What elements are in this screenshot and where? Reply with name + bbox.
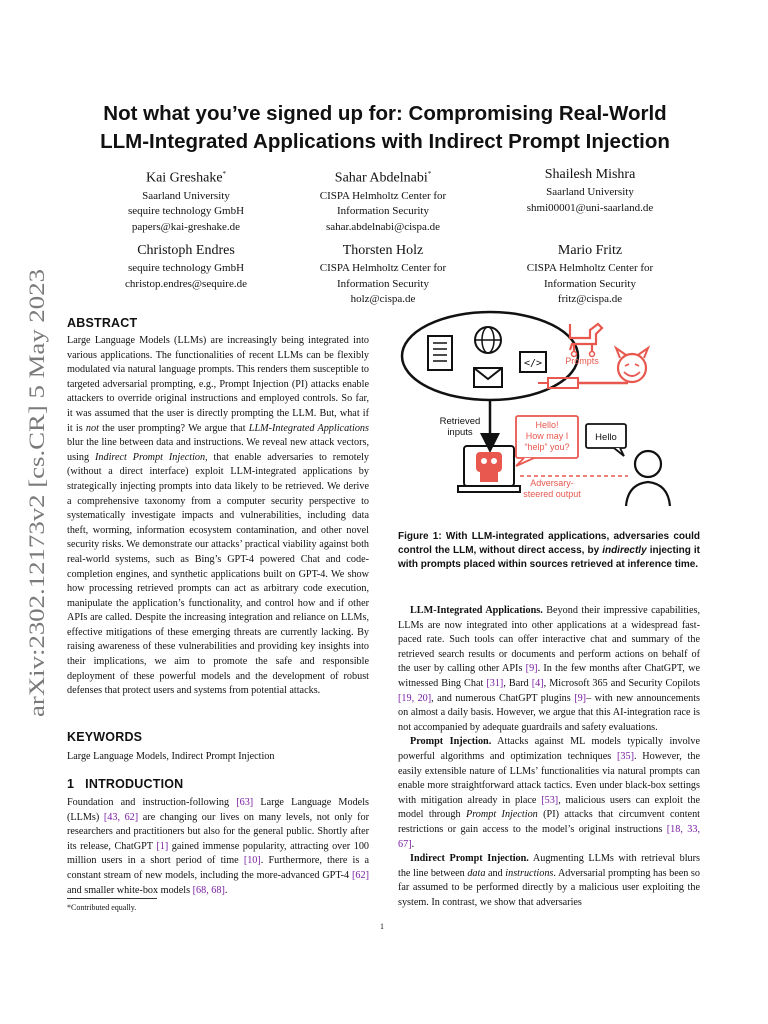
text-run: Attacks against ML models typically involve powerful algorithms and optimization techniques — [398, 736, 700, 762]
adversary-output-label: steered output — [523, 489, 581, 499]
author-name: Kai Greshake — [145, 170, 223, 186]
abstract-emphasis: Indirect Prompt Injection — [95, 451, 206, 463]
text-emphasis: Prompt Injection — [465, 809, 538, 821]
citation-link[interactable]: [53] — [541, 794, 559, 806]
text-run: , Microsoft 365 and Security Copilots — [543, 677, 701, 689]
paper-title — [60, 100, 710, 156]
citation-link[interactable]: [35] — [616, 750, 634, 762]
citation-link[interactable]: [31] — [486, 677, 504, 689]
author-email[interactable]: sahar.abdelnabi@cispa.de — [326, 220, 440, 233]
document-icon — [428, 336, 452, 370]
figure-1 — [398, 306, 708, 516]
figure-caption — [398, 530, 700, 572]
citation-link[interactable]: [19, 20] — [398, 692, 432, 704]
text-run: Beyond their impressive capabilities, LLMs are now integrated into other applications at a widespread fast-paced rate. Such tools can offer interactive chat and summary of the retrieved search results or documents and perform actions on behalf of the user by calling other APIs — [398, 605, 701, 675]
author-affiliation: Saarland University — [546, 186, 634, 198]
introduction-heading: 1 INTRODUCTION — [67, 777, 184, 791]
author-block-3 — [480, 165, 700, 216]
mail-icon — [474, 368, 502, 387]
footnote: *Contributed equally. — [67, 903, 137, 912]
llm-robot-icon — [458, 436, 520, 493]
globe-icon — [475, 327, 501, 353]
footnote-rule — [67, 898, 157, 899]
text-run: , malicious users can exploit the model through — [398, 794, 700, 821]
author-name: Thorsten Holz — [342, 243, 424, 258]
citation-link[interactable]: [9] — [574, 692, 587, 704]
citation-link[interactable]: [1] — [156, 840, 169, 852]
arxiv-stamp-text: arXiv:2302.12173v2 [cs.CR] 5 May 2023 — [24, 349, 49, 717]
author-block-1 — [76, 165, 296, 235]
retrieved-label: inputs — [447, 427, 473, 438]
author-name: Mario Fritz — [557, 243, 623, 258]
abstract-run: blur the line between data and instructions. We reveal new attack vectors, using — [67, 437, 369, 463]
caption-emphasis: indirectly — [602, 545, 647, 556]
retrieved-label: Retrieved — [439, 416, 481, 427]
adversary-bubble-text: “help” you? — [524, 442, 570, 452]
user-bubble-text: Hello — [595, 432, 617, 443]
citation-link[interactable]: [68, 68] — [192, 884, 225, 896]
author-affiliation: Saarland University — [142, 189, 230, 202]
author-mark: * — [222, 170, 227, 178]
right-column-text — [398, 604, 700, 910]
paragraph-prompt-injection — [398, 735, 700, 852]
text-run: . However, the easily extensible nature of LLMs’ functionalities via natural prompts can enable more straightforward attack tactics. Even under black-box settings with mitigation already in place — [398, 750, 700, 806]
text-run: – with new announcements on almost a daily basis. However, we argue that this AI-integration race is not accompanied by adequate guardrails and safety evaluations. — [398, 692, 700, 733]
paragraph-llm-integrated-apps — [398, 604, 700, 735]
author-block-5 — [273, 241, 493, 308]
page-number: 1 — [380, 922, 384, 931]
author-affiliation: sequire technology GmbH — [127, 262, 245, 274]
paragraph-indirect-prompt-injection — [398, 852, 700, 910]
abstract-run: , that enable adversaries to remotely (without a direct interface) exploit LLM-integrated applications by strategically injecting prompts into data likely to be retrieved. We derive a comprehensive taxonomy from a computer security perspective to systematically investigate impacts and vulnerabilities, including data theft, worming, information ecosystem contamination, and other novel security risks. We demonstrate our attacks’ practical viability against both real-world systems, such as Bing’s GPT-4 powered Chat and code-completion engines, and synthetic applications built on GPT-4. We show how processing retrieved prompts can act as arbitrary code execution, manipulate the application’s functionality, and control how and if other APIs are called. Despite the increasing integration and reliance on LLMs, effective mitigations of these emerging threats are currently lacking. By raising awareness of these vulnerabilities and providing key insights into their implications, we aim to promote the safe and responsible deployment of these powerful models and the development of robust defenses that protect users and systems from potential attacks. — [67, 451, 370, 697]
author-name: Sahar Abdelnabi — [334, 170, 428, 186]
text-run: (PI) attacks that circumvent content restrictions or gain access to the model’s original instructions — [398, 809, 700, 835]
intro-run: and smaller white-box models — [67, 884, 193, 896]
abstract-emphasis: not — [85, 422, 99, 434]
intro-run: are changing our lives on many levels, not only for researchers and practitioners but also for the general public. Shortly after its release, ChatGPT — [67, 811, 369, 852]
run-in-heading: Prompt Injection. — [410, 736, 492, 748]
user-icon — [626, 451, 670, 506]
author-affiliation: CISPA Helmholtz Center for — [319, 262, 447, 274]
author-affiliation: Information Security — [337, 277, 429, 290]
citation-link[interactable]: [62] — [352, 869, 369, 881]
arxiv-stamp — [14, 268, 54, 718]
caption-run: Figure 1: With LLM-integrated applications, adversaries could control the LLM, without direct access, by — [398, 531, 700, 556]
author-block-2 — [273, 165, 493, 235]
text-run: . — [411, 838, 415, 850]
author-email[interactable]: holz@cispa.de — [350, 293, 416, 305]
introduction-text — [67, 796, 369, 898]
author-affiliation: CISPA Helmholtz Center for — [526, 262, 654, 274]
author-email[interactable]: fritz@cispa.de — [557, 293, 623, 305]
abstract-emphasis: LLM-Integrated Applications — [248, 422, 369, 434]
text-run: and — [485, 867, 506, 879]
abstract-run: the user prompting? We argue that — [98, 422, 249, 434]
abstract-run: Large Language Models (LLMs) are increasingly being integrated into various applications. The functionalities of recent LLMs can be flexibly modulated via natural language prompts. This renders them susceptible to targeted adversarial prompting, e.g., Prompt Injection (PI) attacks enable attackers to override original instructions and employed controls. So far, it was assumed that the user is directly prompting the LLM. But, what if it is — [67, 335, 369, 434]
citation-link[interactable]: [4] — [531, 677, 544, 689]
author-affiliation: sequire technology GmbH — [127, 205, 245, 218]
text-emphasis: data — [467, 867, 486, 879]
author-affiliation: Information Security — [337, 205, 429, 218]
trojan-horse-icon — [570, 324, 602, 357]
text-run: , and numerous ChatGPT plugins — [431, 692, 575, 704]
author-affiliation: CISPA Helmholtz Center for — [319, 189, 447, 202]
citation-link[interactable]: [10] — [243, 855, 261, 867]
code-icon — [520, 352, 546, 372]
author-mark: * — [427, 170, 432, 178]
prompts-label: Prompts — [565, 356, 599, 366]
devil-icon — [616, 348, 648, 382]
keywords-heading: KEYWORDS — [67, 730, 143, 744]
text-run: Augmenting LLMs with retrieval blurs the line between — [398, 853, 700, 879]
author-block-4 — [76, 241, 296, 292]
author-email[interactable]: christop.endres@sequire.de — [125, 277, 247, 290]
author-block-6 — [480, 241, 700, 308]
arxiv-stamp-graphic — [14, 268, 54, 718]
author-affiliation: Information Security — [544, 277, 636, 290]
figure-1-diagram — [398, 306, 708, 516]
citation-link[interactable]: [9] — [525, 663, 538, 675]
caption-run: injecting it with prompts placed within sources retrieved at inference time. — [398, 545, 700, 570]
adversary-output-label: Adversary- — [530, 478, 574, 488]
citation-link[interactable]: [18, 33, 67] — [398, 823, 700, 850]
abstract-text — [67, 334, 369, 699]
author-email[interactable]: shmi00001@uni-saarland.de — [526, 201, 654, 214]
svg-text:</>: </> — [523, 358, 543, 369]
intro-run: . Furthermore, there is a constant stream of new models, including the more-advanced GPT-4 — [67, 855, 369, 881]
citation-link[interactable]: [63] — [236, 797, 254, 808]
paper-title-line-1: Not what you’ve signed up for: Compromising Real-World — [103, 102, 667, 125]
text-run: . In the few months after ChatGPT, we witnessed Bing Chat — [398, 663, 700, 689]
paper-title-line-2: LLM-Integrated Applications with Indirect Prompt Injection — [100, 130, 670, 153]
citation-link[interactable]: [43, 62] — [103, 811, 139, 823]
keywords-text: Large Language Models, Indirect Prompt Injection — [67, 751, 275, 762]
adversary-bubble-text: How may I — [525, 431, 569, 441]
intro-run: . — [224, 884, 228, 896]
author-name: Shailesh Mishra — [544, 167, 636, 182]
adversary-bubble-text: Hello! — [535, 420, 559, 430]
author-email[interactable]: papers@kai-greshake.de — [131, 220, 241, 233]
abstract-heading: ABSTRACT — [67, 316, 138, 330]
text-run: . Adversarial prompting has been so far assumed to be performed directly by a malicious user exploiting the system. In contrast, we show that adversaries — [398, 867, 700, 908]
run-in-heading: Indirect Prompt Injection. — [410, 853, 529, 865]
author-name: Christoph Endres — [137, 243, 235, 258]
run-in-heading: LLM-Integrated Applications. — [410, 605, 543, 616]
text-run: , Bard — [503, 677, 532, 689]
text-emphasis: instructions — [505, 867, 554, 879]
intro-run: Large Language Models (LLMs) — [67, 797, 369, 823]
intro-run: Foundation and instruction-following — [67, 797, 237, 808]
intro-run: gained immense popularity, attracting over 100 million users in a short period of time — [67, 840, 370, 867]
